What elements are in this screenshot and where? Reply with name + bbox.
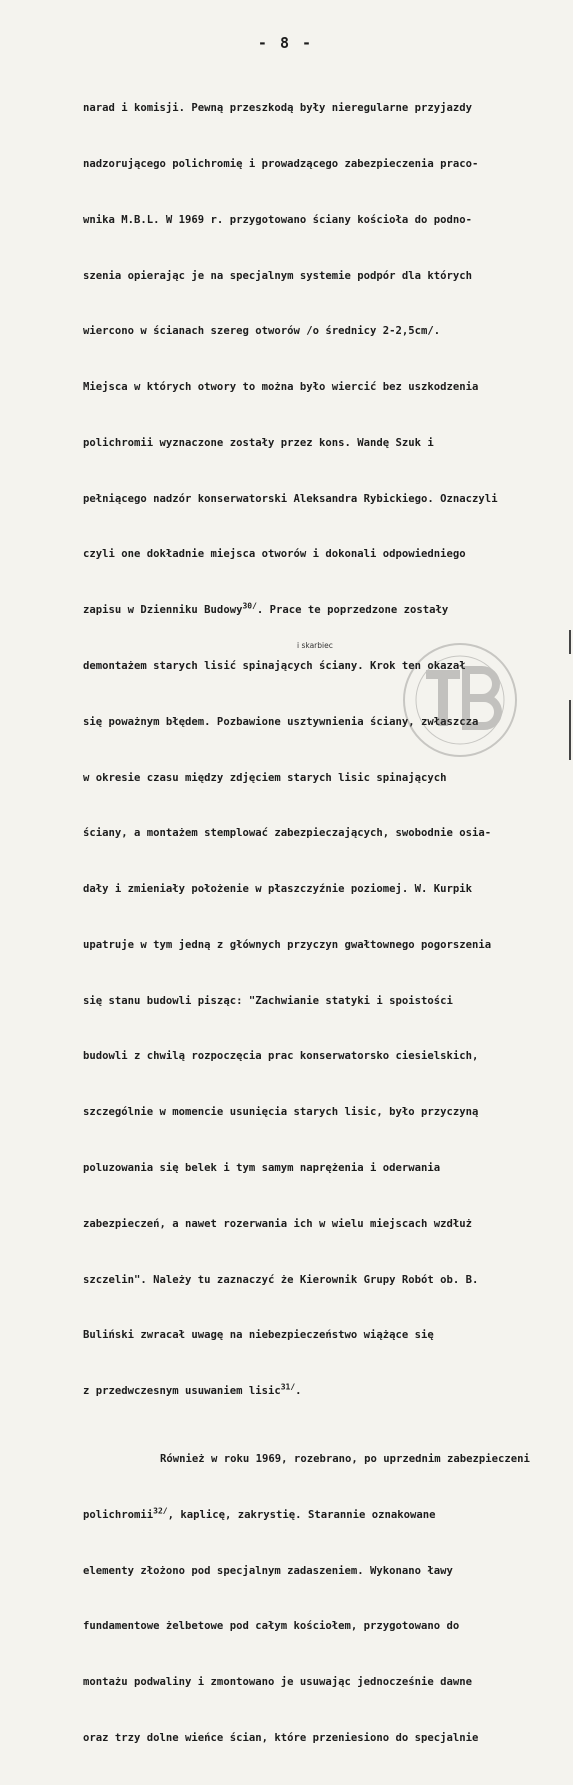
- text-line: [83, 1382, 573, 1401]
- text-line: szczelin". Należy tu zaznaczyć że Kierownik Grupy Robót ob. B.: [83, 1273, 479, 1286]
- text-line: fundamentowe żelbetowe pod całym kościołem, przygotowano do: [83, 1620, 460, 1633]
- text-line: [83, 1506, 573, 1525]
- text-line: upatruje w tym jedną z głównych przyczyn gwałtownego pogorszenia: [83, 938, 492, 951]
- text-line: [83, 601, 573, 620]
- page-number: - 8 -: [257, 34, 314, 52]
- text-line: polichromii wyznaczone zostały przez kons. Wandę Szuk i: [83, 436, 434, 449]
- text-line: czyli one dokładnie miejsca otworów i dokonali odpowiedniego: [83, 548, 466, 561]
- text-line: wiercono w ścianach szereg otworów /o średnicy 2-2,5cm/.: [83, 325, 441, 338]
- scan-edge-mark: [569, 700, 571, 760]
- handwritten-insertion: i skarbiec: [297, 641, 333, 650]
- paragraph-start-line: Również w roku 1969, rozebrano, po uprzednim zabezpieczeni: [160, 1452, 530, 1465]
- text-line: w okresie czasu między zdjęciem starych lisic spinających: [83, 771, 447, 784]
- text-line-tail: .: [295, 1385, 302, 1398]
- archive-watermark-icon: [400, 640, 520, 760]
- text-line: montażu podwaliny i zmontowano je usuwając jednocześnie dawne: [83, 1676, 473, 1689]
- text-line: się poważnym błędem. Pozbawione usztywnienia ściany, zwłaszcza: [83, 715, 479, 728]
- text-line-start: polichromii: [83, 1508, 154, 1521]
- text-line: pełniącego nadzór konserwatorski Aleksandra Rybickiego. Oznaczyli: [83, 492, 498, 505]
- scan-edge-mark: [569, 630, 571, 654]
- text-line: Miejsca w których otwory to można było wiercić bez uszkodzenia: [83, 381, 479, 394]
- footnote-ref-32: 32/: [153, 1506, 168, 1516]
- text-line: oraz trzy dolne wieńce ścian, które przeniesiono do specjalnie: [83, 1731, 479, 1744]
- text-line: szenia opierając je na specjalnym systemie podpór dla których: [83, 269, 473, 282]
- text-line: ściany, a montażem stemplować zabezpieczających, swobodnie osia-: [83, 827, 492, 840]
- text-line: Buliński zwracał uwagę na niebezpieczeństwo wiążące się: [83, 1329, 434, 1342]
- text-line: narad i komisji. Pewną przeszkodą były nieregularne przyjazdy: [83, 102, 473, 115]
- text-line-tail: , kaplicę, zakrystię. Starannie oznakowane: [167, 1508, 436, 1521]
- text-line: demontażem starych lisić spinających ściany. Krok ten okazał: [83, 660, 466, 672]
- text-line: poluzowania się belek i tym samym naprężenia i oderwania: [83, 1162, 441, 1175]
- text-line: wnika M.B.L. W 1969 r. przygotowano ściany kościoła do podno-: [83, 213, 473, 226]
- text-line: zabezpieczeń, a nawet rozerwania ich w wielu miejscach wzdłuż: [83, 1217, 473, 1230]
- text-line-tail: . Prace te poprzedzone zostały: [256, 604, 449, 617]
- typed-text-body: [83, 62, 573, 1785]
- text-line: się stanu budowli pisząc: "Zachwianie statyki i spoistości: [83, 994, 453, 1007]
- footnote-ref-31: 31/: [280, 1382, 296, 1392]
- text-line: dały i zmieniały położenie w płaszczyźnie poziomej. W. Kurpik: [83, 883, 473, 896]
- text-line-start: zapisu w Dzienniku Budowy: [83, 604, 243, 617]
- text-line: nadzorującego polichromię i prowadzącego zabezpieczenia praco-: [83, 157, 479, 170]
- text-line-start: z przedwczesnym usuwaniem lisic: [83, 1385, 281, 1398]
- footnote-ref-30: 30/: [242, 601, 257, 611]
- text-line: budowli z chwilą rozpoczęcia prac konserwatorsko ciesielskich,: [83, 1050, 479, 1063]
- text-line: szczególnie w momencie usunięcia starych lisic, było przyczyną: [83, 1106, 479, 1119]
- text-line: elementy złożono pod specjalnym zadaszeniem. Wykonano ławy: [83, 1564, 453, 1577]
